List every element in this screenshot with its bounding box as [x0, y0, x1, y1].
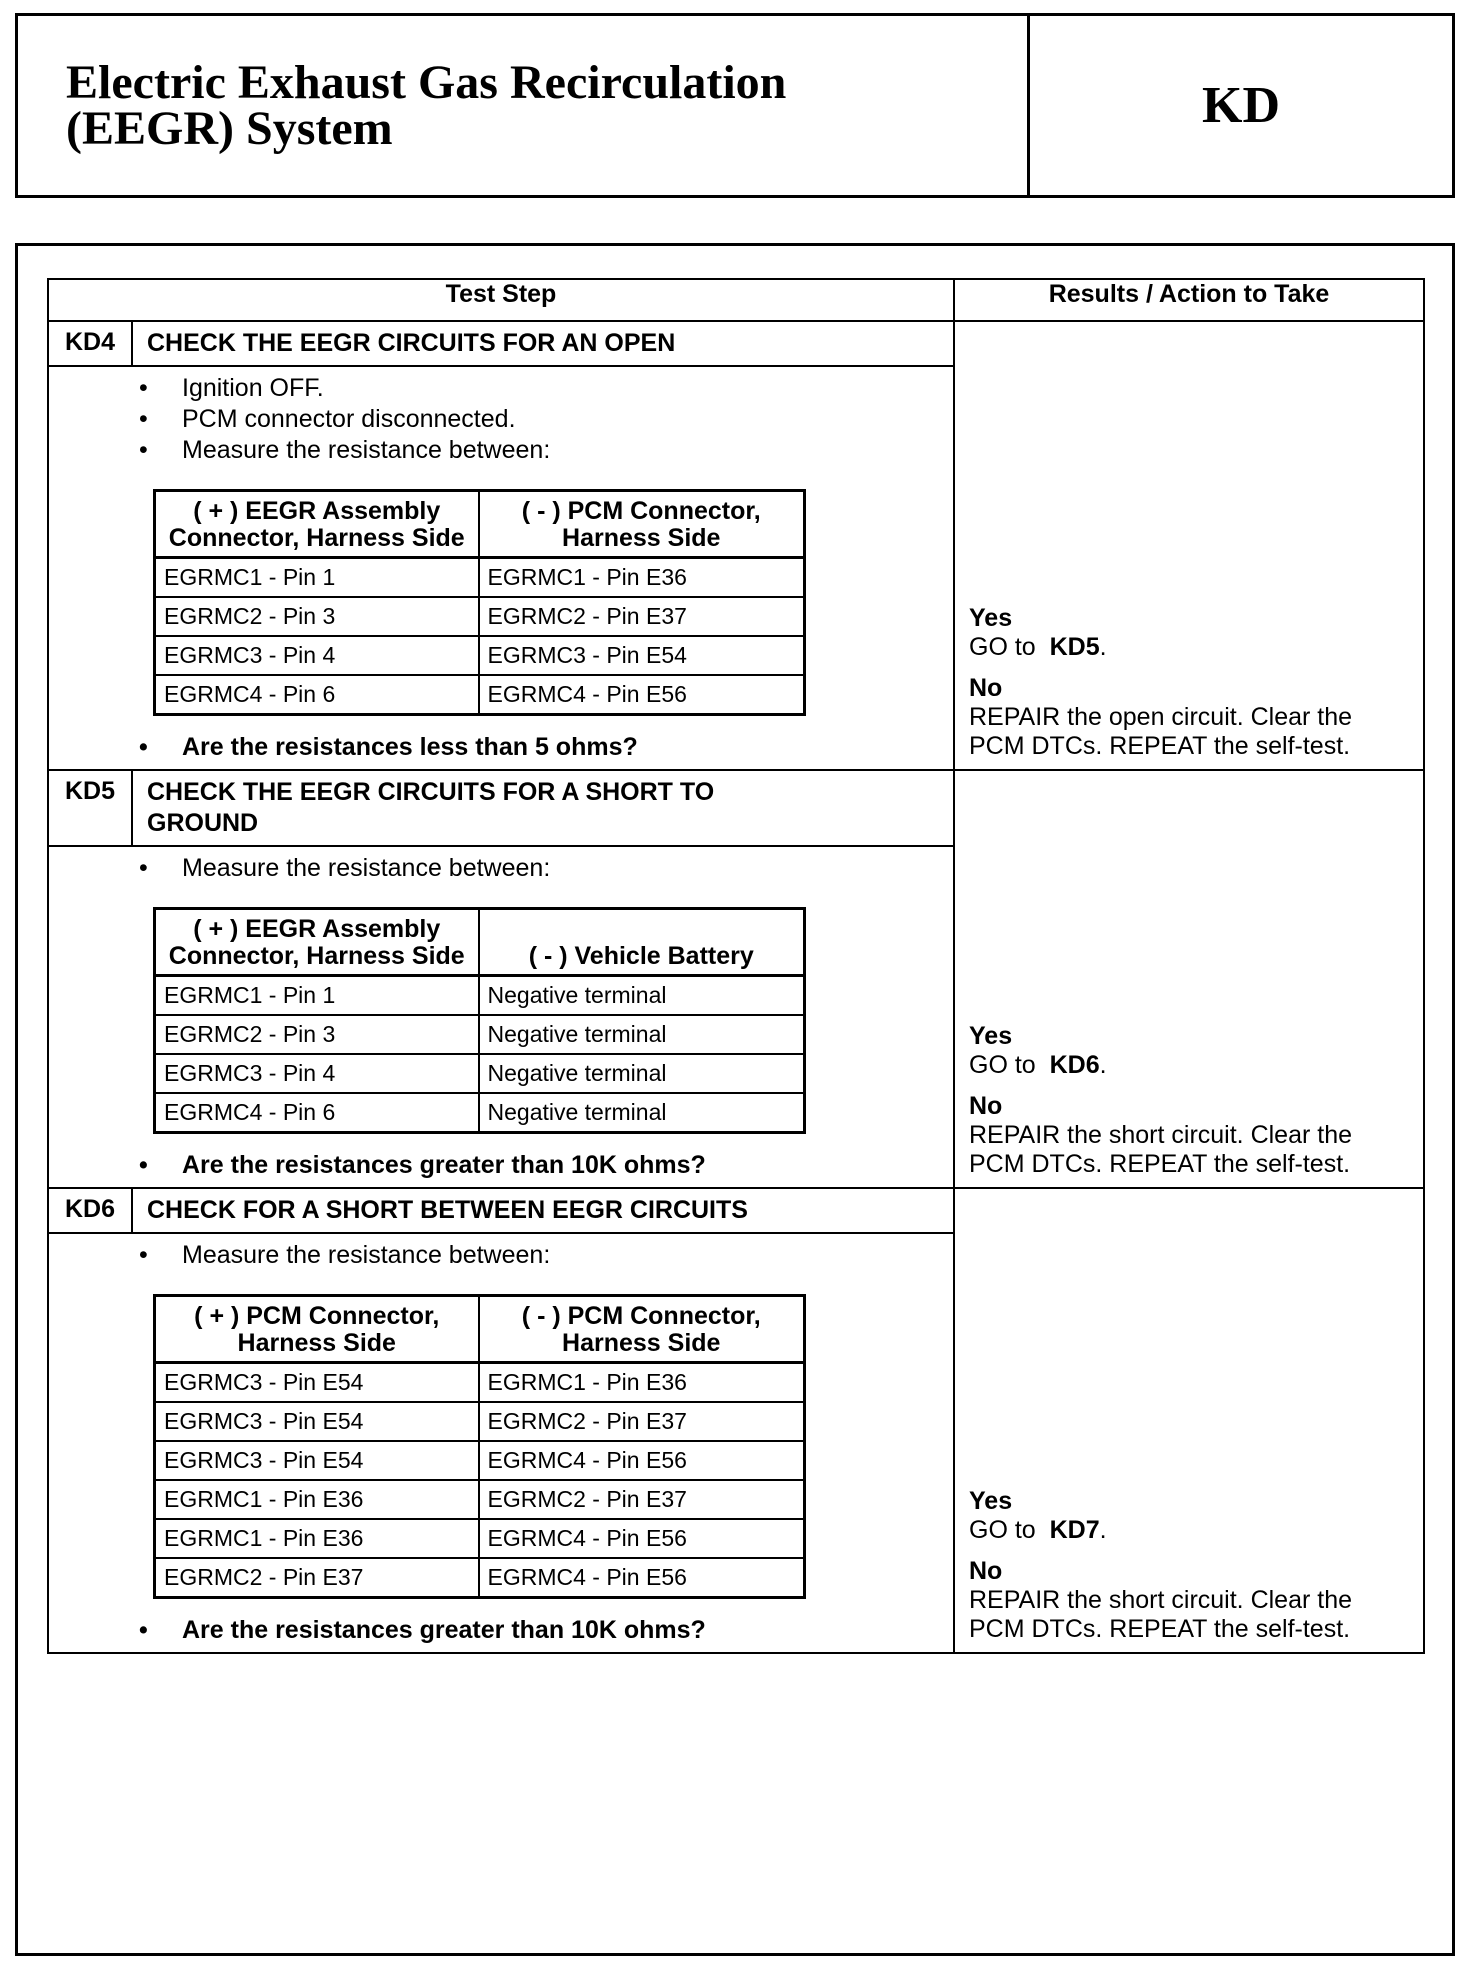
table-row	[155, 1441, 805, 1480]
result-cell	[954, 770, 1424, 1188]
meas-cell: EGRMC3 - Pin E54	[155, 1402, 479, 1441]
table-row	[155, 976, 805, 1016]
table-row	[155, 1093, 805, 1133]
result-cell	[954, 321, 1424, 770]
yes-action: GO to KD6.	[969, 1051, 1107, 1079]
meas-header-minus: ( - ) PCM Connector, Harness Side	[479, 491, 805, 558]
page-title	[18, 16, 1027, 195]
test-step-cell	[48, 321, 954, 770]
go-to-text: GO to	[969, 633, 1036, 661]
meas-cell: Negative terminal	[479, 976, 805, 1016]
step-row-kd5	[48, 770, 1424, 1188]
step-title-line-1: CHECK THE EEGR CIRCUITS FOR A SHORT TO	[147, 778, 715, 806]
step-id: KD6	[49, 1189, 132, 1233]
step-title: CHECK FOR A SHORT BETWEEN EEGR CIRCUITS	[132, 1189, 953, 1233]
step-title-line-2: GROUND	[147, 809, 259, 837]
step-row-kd6	[48, 1188, 1424, 1653]
table-row	[155, 1054, 805, 1093]
yes-label: Yes	[969, 1022, 1013, 1050]
go-to-text: GO to	[969, 1516, 1036, 1544]
list-item: • Ignition OFF.	[139, 373, 953, 404]
yes-label: Yes	[969, 1487, 1013, 1515]
meas-cell: EGRMC3 - Pin 4	[155, 636, 479, 675]
list-item: • Measure the resistance between:	[139, 853, 953, 884]
meas-cell: EGRMC1 - Pin E36	[479, 1363, 805, 1403]
meas-cell: EGRMC4 - Pin 6	[155, 675, 479, 715]
step-question: • Are the resistances less than 5 ohms?	[139, 732, 953, 763]
no-label: No	[969, 674, 1003, 702]
page-title-line-1: Electric Exhaust Gas Recirculation	[66, 56, 787, 109]
meas-cell: Negative terminal	[479, 1015, 805, 1054]
meas-cell: EGRMC1 - Pin 1	[155, 976, 479, 1016]
no-action-line-2: PCM DTCs. REPEAT the self-test.	[969, 1615, 1351, 1643]
go-to-step-kd5: KD5	[1049, 633, 1100, 661]
yes-action: GO to KD5.	[969, 633, 1107, 661]
instruction-list	[139, 1240, 953, 1271]
step-title: CHECK THE EEGR CIRCUITS FOR AN OPEN	[132, 322, 953, 366]
table-row	[155, 597, 805, 636]
test-step-cell	[48, 1188, 954, 1653]
step-question: • Are the resistances greater than 10K ohms?	[139, 1615, 953, 1646]
meas-cell: EGRMC3 - Pin E54	[155, 1441, 479, 1480]
table-row	[155, 675, 805, 715]
step-body	[49, 1233, 953, 1652]
no-label: No	[969, 1092, 1003, 1120]
table-row	[155, 1402, 805, 1441]
column-header-test-step: Test Step	[48, 279, 954, 321]
list-item: • PCM connector disconnected.	[139, 404, 953, 435]
table-row	[155, 558, 805, 598]
no-action-line-1: REPAIR the short circuit. Clear the	[969, 1586, 1353, 1614]
yes-label: Yes	[969, 604, 1013, 632]
meas-cell: EGRMC2 - Pin 3	[155, 597, 479, 636]
go-to-step-kd6: KD6	[1049, 1051, 1100, 1079]
instruction-list	[139, 373, 953, 466]
meas-cell: EGRMC1 - Pin 1	[155, 558, 479, 598]
table-row	[155, 1558, 805, 1598]
page-title-line-2: (EEGR) System	[66, 102, 393, 155]
table-row	[155, 1015, 805, 1054]
table-row	[155, 1480, 805, 1519]
section-code: KD	[1027, 16, 1452, 195]
test-step-cell	[48, 770, 954, 1188]
no-action-line-2: PCM DTCs. REPEAT the self-test.	[969, 1150, 1351, 1178]
table-row	[155, 1363, 805, 1403]
column-header-results: Results / Action to Take	[954, 279, 1424, 321]
step-title	[132, 771, 953, 846]
meas-header-plus: ( + ) PCM Connector, Harness Side	[155, 1296, 479, 1363]
measurement-table	[153, 1294, 806, 1599]
no-action-line-1: REPAIR the short circuit. Clear the	[969, 1121, 1353, 1149]
meas-cell: Negative terminal	[479, 1093, 805, 1133]
meas-cell: EGRMC1 - Pin E36	[155, 1480, 479, 1519]
meas-cell: EGRMC3 - Pin E54	[479, 636, 805, 675]
measurement-table	[153, 489, 806, 716]
meas-cell: EGRMC4 - Pin E56	[479, 675, 805, 715]
meas-header-minus: ( - ) Vehicle Battery	[479, 909, 805, 976]
meas-cell: EGRMC2 - Pin E37	[155, 1558, 479, 1598]
result-cell	[954, 1188, 1424, 1653]
instruction-list	[139, 853, 953, 884]
meas-cell: EGRMC1 - Pin E36	[479, 558, 805, 598]
no-action-line-2: PCM DTCs. REPEAT the self-test.	[969, 732, 1351, 760]
step-body	[49, 846, 953, 1187]
meas-header-minus: ( - ) PCM Connector, Harness Side	[479, 1296, 805, 1363]
list-item: • Measure the resistance between:	[139, 1240, 953, 1271]
step-question: • Are the resistances greater than 10K ohms?	[139, 1150, 953, 1181]
no-label: No	[969, 1557, 1003, 1585]
measurement-table	[153, 907, 806, 1134]
meas-cell: EGRMC4 - Pin E56	[479, 1558, 805, 1598]
table-row	[155, 1519, 805, 1558]
meas-cell: Negative terminal	[479, 1054, 805, 1093]
step-id: KD5	[49, 771, 132, 846]
yes-action: GO to KD7.	[969, 1516, 1107, 1544]
go-to-step-kd7: KD7	[1049, 1516, 1100, 1544]
no-action-line-1: REPAIR the open circuit. Clear the	[969, 703, 1353, 731]
meas-cell: EGRMC2 - Pin 3	[155, 1015, 479, 1054]
step-row-kd4	[48, 321, 1424, 770]
meas-header-plus: ( + ) EEGR Assembly Connector, Harness Side	[155, 909, 479, 976]
step-id: KD4	[49, 322, 132, 366]
meas-cell: EGRMC2 - Pin E37	[479, 597, 805, 636]
page-header	[15, 13, 1455, 198]
meas-cell: EGRMC1 - Pin E36	[155, 1519, 479, 1558]
table-row	[155, 636, 805, 675]
meas-cell: EGRMC2 - Pin E37	[479, 1402, 805, 1441]
meas-cell: EGRMC3 - Pin E54	[155, 1363, 479, 1403]
meas-cell: EGRMC2 - Pin E37	[479, 1480, 805, 1519]
meas-cell: EGRMC4 - Pin E56	[479, 1441, 805, 1480]
diagnostic-table	[47, 278, 1425, 1654]
meas-cell: EGRMC4 - Pin E56	[479, 1519, 805, 1558]
list-item: • Measure the resistance between:	[139, 435, 953, 466]
meas-cell: EGRMC3 - Pin 4	[155, 1054, 479, 1093]
meas-header-plus: ( + ) EEGR Assembly Connector, Harness Side	[155, 491, 479, 558]
step-body	[49, 366, 953, 769]
table-header-row	[48, 279, 1424, 321]
go-to-text: GO to	[969, 1051, 1036, 1079]
meas-cell: EGRMC4 - Pin 6	[155, 1093, 479, 1133]
